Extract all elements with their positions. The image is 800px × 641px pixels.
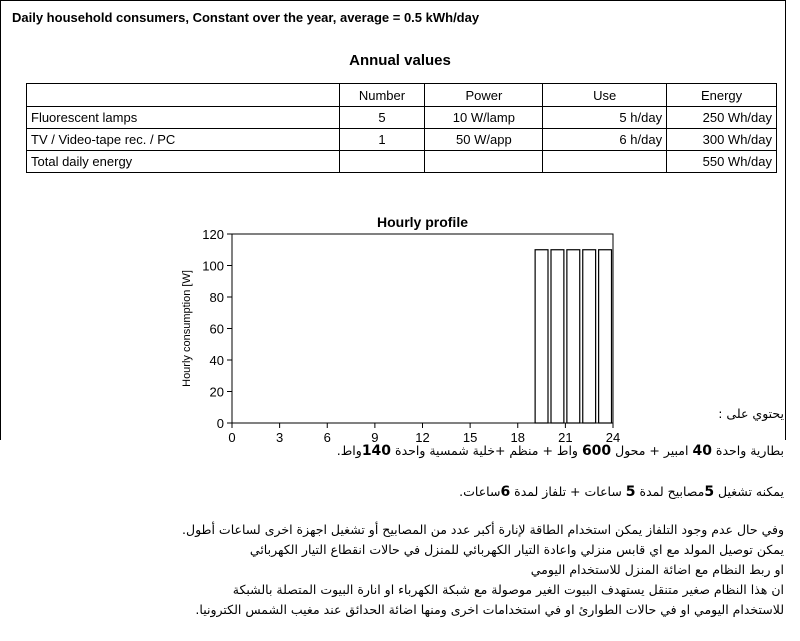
hourly-profile-chart <box>150 212 630 460</box>
table-header-cell <box>27 84 340 107</box>
components-text: امبير + محول <box>611 443 693 458</box>
y-tick-label: 20 <box>209 384 224 400</box>
y-tick-label: 100 <box>202 258 224 274</box>
bar-hour-20 <box>551 250 564 423</box>
y-axis-label: Hourly consumption [W] <box>181 270 193 387</box>
table-header-row <box>27 84 777 107</box>
x-tick-label: 9 <box>371 430 379 445</box>
lamp-count-value: 5 <box>704 484 715 500</box>
x-tick-label: 6 <box>323 430 331 445</box>
table-header-cell: Energy <box>667 84 777 107</box>
appliance-power: 50 W/app <box>425 129 543 151</box>
appliance-name: TV / Video-tape rec. / PC <box>27 129 340 151</box>
total-empty-cell <box>339 151 425 173</box>
contains-label: يحتوي على : <box>718 406 784 421</box>
components-line <box>337 443 784 459</box>
components-text: واط + منظم +خلية شمسية واحدة <box>391 443 582 458</box>
total-energy: 550 Wh/day <box>667 151 777 173</box>
operation-text: مصابيح لمدة <box>635 484 705 499</box>
y-tick-label: 60 <box>209 321 224 337</box>
appliance-use: 6 h/day <box>543 129 667 151</box>
paragraph-line: وفي حال عدم وجود التلفاز يمكن استخدام الطاقة لإنارة أكبر عدد من المصابيح أو تشغيل اجهزة اخرى لساعات أطول. <box>182 522 784 537</box>
bar-hour-21 <box>567 250 580 423</box>
appliance-number: 1 <box>339 129 425 151</box>
operation-text: ساعات. <box>459 484 501 499</box>
paragraph-line: ان هذا النظام صغير متنقل يستهدف البيوت الغير موصولة مع شبكة الكهرباء او انارة البيوت المتصلة بالشبكة <box>232 582 784 597</box>
x-tick-label: 12 <box>415 430 430 445</box>
appliance-use: 5 h/day <box>543 107 667 129</box>
panel-watt-value: 140 <box>361 443 392 459</box>
table-row <box>27 107 777 129</box>
total-empty-cell <box>425 151 543 173</box>
bar-hour-23 <box>599 250 612 423</box>
appliance-energy: 250 Wh/day <box>667 107 777 129</box>
table-header-cell: Use <box>543 84 667 107</box>
battery-amp-value: 40 <box>692 443 712 459</box>
total-empty-cell <box>543 151 667 173</box>
x-tick-label: 21 <box>558 430 573 445</box>
x-tick-label: 15 <box>462 430 478 445</box>
frame-top-border <box>0 0 786 1</box>
x-tick-label: 0 <box>228 430 236 445</box>
paragraph-line: للاستخدام اليومي او في حالات الطوارئ او في استخدامات اخرى ومنها اضائة الحدائق عند مغيب الشمس الكترونيا. <box>195 602 784 617</box>
total-row <box>27 151 777 173</box>
bar-hour-22 <box>583 250 596 423</box>
operation-text: ساعات + تلفاز لمدة <box>510 484 626 499</box>
x-tick-label: 3 <box>276 430 284 445</box>
appliance-power: 10 W/lamp <box>425 107 543 129</box>
tv-hours-value: 6 <box>500 484 511 500</box>
paragraph-line: يمكن توصيل المولد مع اي قابس منزلي واعادة التيار الكهربائي للمنزل في حالات انقطاع التيار الكهربائي <box>249 542 784 557</box>
annual-values-table <box>26 83 777 173</box>
chart-title: Hourly profile <box>376 214 469 230</box>
components-text: بطارية واحدة <box>711 443 784 458</box>
x-tick-label: 18 <box>510 430 525 445</box>
bar-hour-19 <box>535 250 548 423</box>
operation-line <box>459 484 784 500</box>
total-label: Total daily energy <box>27 151 340 173</box>
operation-text: يمكنه تشغيل <box>714 484 784 499</box>
annual-values-title: Annual values <box>349 52 451 69</box>
inverter-watt-value: 600 <box>581 443 612 459</box>
appliance-energy: 300 Wh/day <box>667 129 777 151</box>
appliance-name: Fluorescent lamps <box>27 107 340 129</box>
header-title: Daily household consumers, Constant over the year, average = 0.5 kWh/day <box>12 10 480 25</box>
lamp-hours-value: 5 <box>625 484 636 500</box>
y-tick-label: 80 <box>209 290 224 305</box>
y-tick-label: 0 <box>216 416 224 431</box>
table-header-cell: Power <box>425 84 543 107</box>
appliance-number: 5 <box>339 107 425 129</box>
table-header-cell: Number <box>339 84 425 107</box>
y-tick-label: 40 <box>209 353 224 368</box>
paragraph-line: او ربط النظام مع اضائة المنزل للاستخدام اليومي <box>530 562 784 577</box>
x-tick-label: 24 <box>605 430 621 445</box>
components-text: واط. <box>336 443 362 458</box>
table-row <box>27 129 777 151</box>
y-tick-label: 120 <box>202 227 224 242</box>
